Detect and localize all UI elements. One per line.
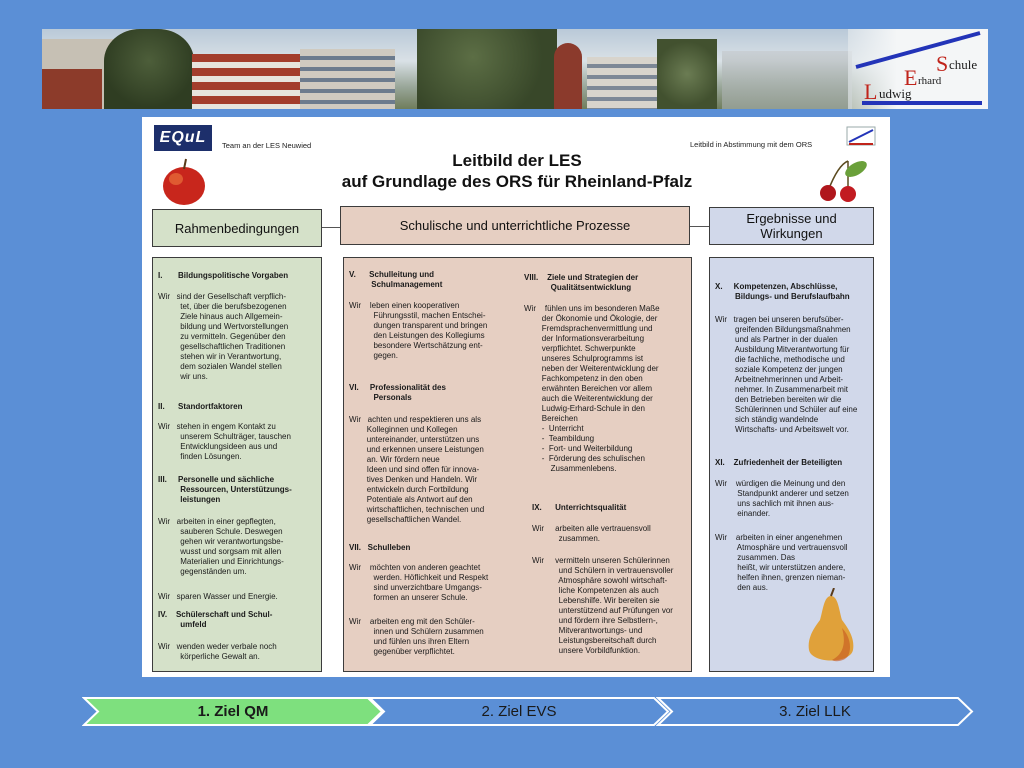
building-image — [192, 54, 302, 109]
section-heading: IX. Unterrichtsqualität — [532, 503, 627, 512]
section-heading: I. Bildungspolitische Vorgaben — [158, 271, 289, 280]
section-text: Wir arbeiten in einer gepflegten, sauberen Schule. Deswegen gehen wir verantwortungsbe- wusst und sorgsam mit allen Materialien und Einrichtungs- gegenständen um. — [158, 517, 284, 576]
school-logo — [848, 29, 988, 109]
connector-line — [690, 226, 709, 227]
nav-step-2[interactable] — [368, 697, 670, 726]
section-heading: V. Schulleitung und Schulmanagement — [349, 270, 443, 289]
section-text: Wir sind der Gesellschaft verpflich- tet, über die berufsbezogenen Ziele hinaus auch Allgemein- bildung und Wertvorstellungen zu vermitteln. Gegenüber den gesellschaftlichen Traditionen stehen wir in Verantwortung, dem sozialen Wandel stellen wir uns. — [158, 292, 289, 381]
document-title — [292, 150, 742, 192]
column-rahmenbedingungen — [152, 257, 322, 672]
team-label: Team an der LES Neuwied — [222, 141, 312, 150]
section-text: Wir würdigen die Meinung und den Standpunkt anderer und setzen uns sachlich mit ihnen aus- einander. — [715, 479, 849, 518]
section-text: Wir stehen in engem Kontakt zu unserem Schulträger, tauschen Entwicklungsideen aus und finden Lösungen. — [158, 422, 291, 461]
nav-step-1-label: 1. Ziel QM — [197, 703, 269, 720]
equl-logo: EQuL — [154, 125, 212, 151]
section-text: Wir sparen Wasser und Energie. — [158, 592, 278, 601]
section-heading: III. Personelle und sächliche Ressourcen, Unterstützungs- leistungen — [158, 475, 292, 504]
section-text: Wir achten und respektieren uns als Kolleginnen und Kollegen untereinander, unterstützen uns und erkennen unsere Leistungen an. Wir fördern neue Ideen und sind offen für innova- tives Denken und Handeln. Wir entwickeln durch Fortbildung Potentiale als Antwort auf den wirtschaftlichen, technischen und gesellschaftlichen Wandel. — [349, 415, 485, 524]
tree-image — [42, 69, 102, 109]
nav-step-2-label: 2. Ziel EVS — [481, 703, 557, 720]
logo-letter-e: E — [904, 65, 918, 90]
building-image — [300, 49, 395, 109]
header-ergebnisse: Ergebnisse und Wirkungen — [709, 207, 874, 245]
building-image — [722, 51, 852, 109]
cherries-icon — [818, 157, 870, 203]
logo-letter-l: L — [864, 79, 878, 104]
abstimmung-label: Leitbild in Abstimmung mit dem ORS — [690, 140, 813, 149]
section-heading: XI. Zufriedenheit der Beteiligten — [715, 458, 843, 467]
section-text: Wir arbeiten eng mit den Schüler- innen und Schülern zusammen und fühlen uns ihren Eltern gegenüber verpflichtet. — [349, 617, 484, 656]
header-banner — [42, 29, 988, 109]
logo-word-udwig: udwig — [879, 86, 912, 101]
tree-image — [417, 29, 557, 109]
section-text: Wir vermitteln unseren Schülerinnen und Schülern in vertrauensvoller Atmosphäre sowohl wirtschaft- liche Kompetenzen als auch Lebenshilfe. Wir bereiten sie unterstützend auf Prüfungen vor und fördern ihre Selbstlern-, Mitverantwortungs- und Leistungsbereitschaft durch unsere Vorbildfunktion. — [532, 556, 674, 655]
ors-logo-icon — [846, 126, 876, 146]
section-heading: II. Standortfaktoren — [158, 402, 243, 411]
section-text: Wir möchten von anderen geachtet werden. Höflichkeit und Respekt sind unverzichtbare Umgangs- formen an unserer Schule. — [349, 563, 489, 602]
section-text: Wir arbeiten alle vertrauensvoll zusammen. — [532, 524, 651, 543]
header-prozesse: Schulische und unterrichtliche Prozesse — [340, 206, 690, 245]
connector-line — [322, 227, 340, 228]
leitbild-document — [142, 117, 890, 677]
apple-icon — [160, 157, 208, 207]
section-heading: VI. Professionalität des Personals — [349, 383, 446, 402]
logo-letter-s: S — [936, 51, 949, 76]
nav-step-3-label: 3. Ziel LLK — [779, 703, 851, 720]
section-heading: IV. Schülerschaft und Schul- umfeld — [158, 610, 273, 629]
column-prozesse — [343, 257, 692, 672]
nav-step-3[interactable] — [656, 697, 974, 726]
title-line-2: auf Grundlage des ORS für Rheinland-Pfalz — [341, 172, 693, 191]
section-heading: X. Kompetenzen, Abschlüsse, Bildungs- und Berufslaufbahn — [715, 282, 850, 301]
tree-image — [104, 29, 194, 109]
column-ergebnisse — [709, 257, 874, 672]
header-rahmenbedingungen: Rahmenbedingungen — [152, 209, 322, 247]
nav-step-1[interactable] — [82, 697, 384, 726]
title-line-1: Leitbild der LES — [452, 151, 582, 170]
section-text: Wir fühlen uns im besonderen Maße der Ökonomie und Ökologie, der Fremdsprachenvermittlung und der Informationsverarbeitung verpflichtet. Schwerpunkte unseres Schulprogramms ist neben der Weiterentwicklung der Fachkompetenz in den oben erwähnten Bereichen vor allem auch die Weiterentwicklung der Ludwig-Erhard-Schule in den Bereichen - Unterricht - Teambildung - Fort- und Weiterbildung - Förderung des schulischen Zusammenlebens. — [524, 304, 660, 473]
monument-image — [554, 43, 582, 109]
building-image — [587, 57, 657, 109]
pear-icon — [804, 588, 858, 668]
logo-word-rhard: rhard — [918, 75, 942, 87]
tree-image — [657, 39, 717, 109]
section-heading: VII. Schulleben — [349, 543, 411, 552]
section-text: Wir wenden weder verbale noch körperliche Gewalt an. — [158, 642, 277, 661]
section-text: Wir arbeiten in einer angenehmen Atmosphäre und vertrauensvoll zusammen. Das heißt, wir unterstützen andere, helfen ihnen, grenzen nieman- den aus. — [715, 533, 848, 592]
section-text: Wir leben einen kooperativen Führungsstil, machen Entschei- dungen transparent und bringen den Leistungen des Kollegiums besondere Wertschätzung ent- gegen. — [349, 301, 488, 360]
section-text: Wir tragen bei unseren berufsüber- greifenden Bildungsmaßnahmen und als Partner in der dualen Ausbildung Mitverantwortung für die fachliche, methodische und soziale Kompetenz der jungen Arbeitnehmerinnen und Arbeit- nehmer. In Zusammenarbeit mit den Betrieben bereiten wir die Schülerinnen und Schüler auf eine sich ständig wandelnde Wirtschafts- und Arbeitswelt vor. — [715, 315, 858, 434]
logo-word-schule: chule — [949, 57, 978, 72]
section-heading: VIII. Ziele und Strategien der Qualitätsentwicklung — [524, 273, 639, 292]
